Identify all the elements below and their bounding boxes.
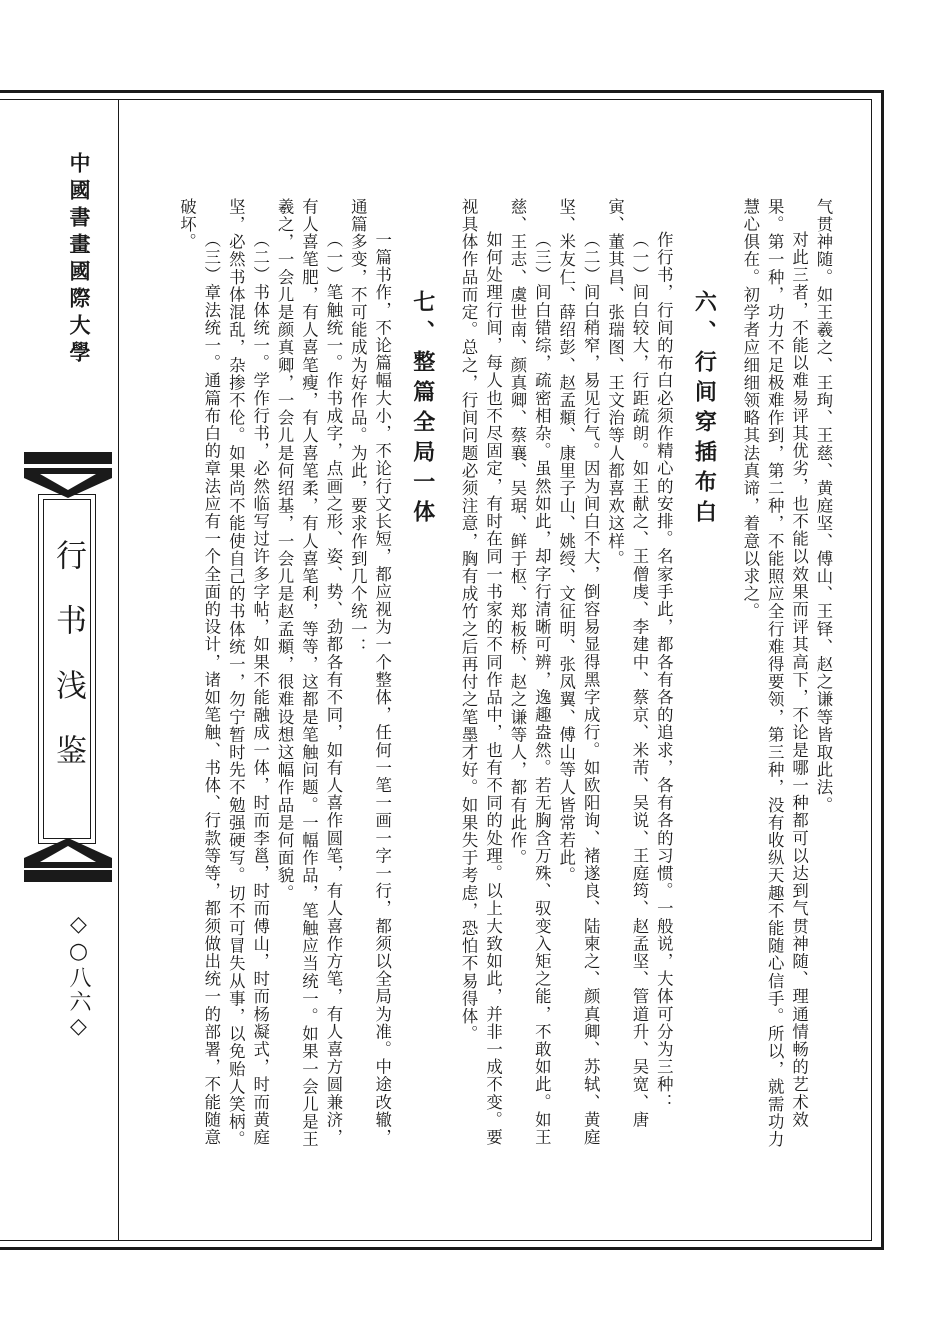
- paragraph: 如何处理行间，每人也不尽固定，有时在同一书家的不同作品中，也有不同的处理。以上大致如此，并非一成不变。要视具体作品而定。总之，行间问题必须注意，胸有成竹之后再付之笔墨才好。如果失于考虑，恐怕不易得体。: [459, 198, 503, 1146]
- paragraph: 作行书，行间的布白必须作精心的安排。名家手此，都各有各的追求，各有各的习惯。一般说，大体可分为三种：: [654, 230, 674, 1111]
- book-title: 行书浅鉴: [50, 539, 86, 799]
- band-bottom-ornament: [24, 836, 112, 868]
- paragraph: （三）间白错综，疏密相杂。虽然如此，却字行清晰可辨，逸趣盎然。若无胸含万殊、驭变入矩之能，不敢如此。如王慈、王志、虞世南、颜真卿、蔡襄、吴琚、鲜于枢、郑板桥、赵之谦等人，都有此作。: [507, 198, 552, 1146]
- paragraph: 一篇书作，不论篇幅大小，不论行文长短，都应视为一个整体，任何一笔一画一字一行，都须以全局为准。中途改辙，通篇多变，不可能成为好作品。为此，要求作到几个统一：: [348, 198, 392, 1146]
- paragraph: （二）书体统一。学作行书，必然临写过许多字帖，如果不能融成一体，时而李邕，时而傅山，时而杨凝式，时而黄庭坚，必然书体混乱，杂掺不伦。如果尚不能使自己的书体统一，勿宁暂时先不勉强硬写。切不可冒失从事，以免贻人笑柄。: [226, 198, 270, 1149]
- book-title-band: [24, 452, 112, 882]
- section-heading-6: 六、行间穿插布白: [691, 290, 718, 530]
- publisher-name: 中國書畫國際大學: [67, 152, 92, 368]
- paragraph: （三）章法统一。通篇布白的章法应有一个全面的设计，诸如笔触、书体、行款等等，都须做出统一的部署，不能随意破坏。: [177, 198, 221, 1146]
- paragraph: （一）间白较大，行距疏朗。如王献之、王僧虔、李建中、蔡京、米芾、吴说、王庭筠、赵孟坚、管道升、吴宽、唐寅、董其昌、张瑞图、王文治等人都喜欢这样。: [605, 198, 649, 1129]
- paragraph: （二）间白稍窄，易见行气。因为间白不大，倒容易显得黑字成行。如欧阳询、褚遂良、陆柬之、颜真卿、苏轼、黄庭坚、米友仁、薛绍彭、赵孟頫、康里子山、姚绶、文征明、张凤翼、傅山等人皆常若此。: [556, 198, 601, 1146]
- title-box: [38, 494, 96, 844]
- body-text: [140, 198, 835, 1158]
- section-heading-7: 七、整篇全局一体: [409, 290, 436, 530]
- page-number: ◇○八六◇: [66, 912, 91, 1041]
- paragraph: （一）笔触统一。作书成字，点画之形、姿、势、劲都各有不同，如有人喜作圆笔，有人喜作方笔，有人喜方圆兼济，有人喜笔肥，有人喜笔瘦，有人喜笔柔，有人喜笔利，等等，这都是笔触问题。一幅作品，笔触应当统一。如果一会儿是王羲之，一会儿是颜真卿，一会儿是何绍基，一会儿是赵孟頫，很难设想这幅作品是何面貌。: [275, 198, 343, 1149]
- spine-divider: [118, 99, 119, 1241]
- band-bottom-bar: [24, 870, 112, 882]
- band-top-bar: [24, 452, 112, 464]
- paragraph-intro: 气贯神随。如王羲之、王珣、王慈、黄庭坚、傅山、王铎、赵之谦等皆取此法。: [814, 198, 833, 814]
- paragraph-summary: 对此三者，不能以难易评其优劣，也不能以效果而评其高下，不论是哪一种都可以达到气贯神随、理通情畅的艺术效果。第一种，功力不足极难作到，第二种，不能照应全行难得要领，第三种，没有收纵天趣不能随心信手。所以，就需功力慧心俱在。初学者应细细领略其法真谛，着意以求之。: [740, 198, 809, 1149]
